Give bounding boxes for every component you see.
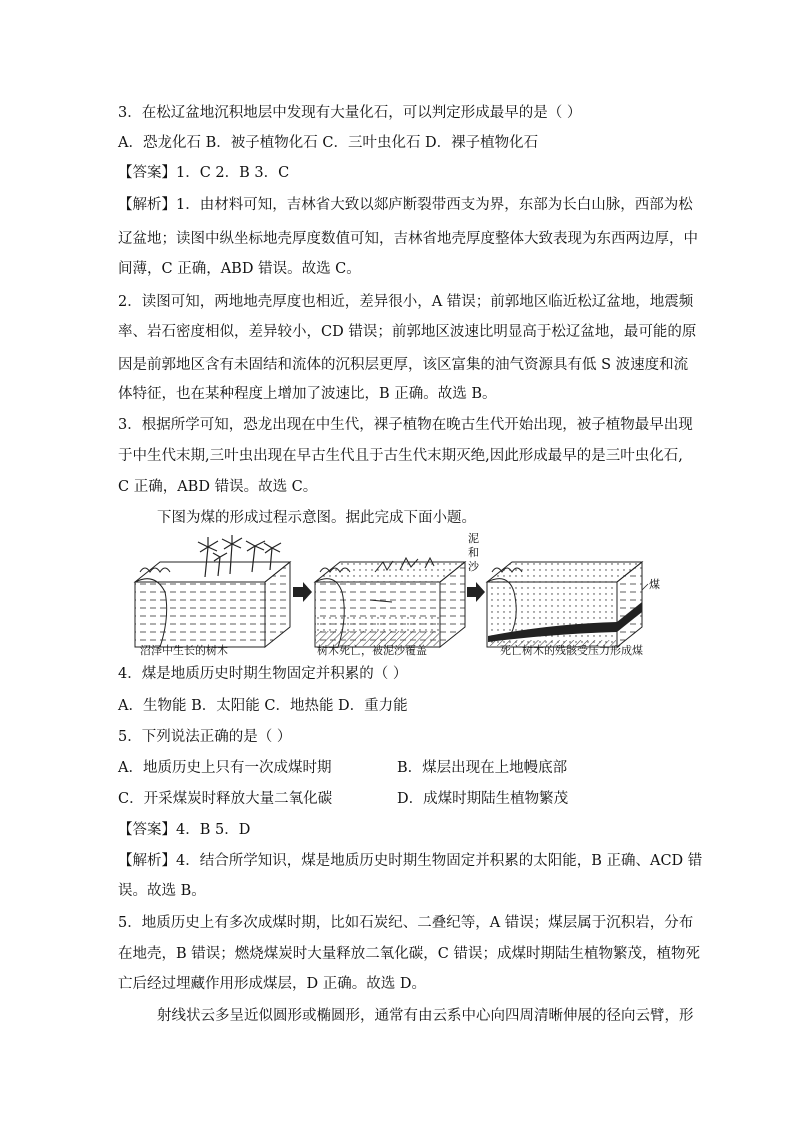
- next-passage-line: 射线状云多呈近似圆形或椭圆形，通常有由云系中心向四周清晰伸展的径向云臂，形: [157, 1008, 694, 1024]
- coal-label: 煤: [649, 578, 660, 591]
- analysis-line: 在地壳，B 错误；燃烧煤炭时大量释放二氧化碳，C 错误；成煤时期陆生植物繁茂，植物死: [118, 946, 700, 962]
- question-3-stem: 3．在松辽盆地沉积地层中发现有大量化石，可以判定形成最早的是（ ）: [118, 105, 582, 121]
- mud-sand-label-3: 沙: [468, 560, 479, 573]
- question-3-options: A．恐龙化石 B．被子植物化石 C．三叶虫化石 D．裸子植物化石: [118, 135, 539, 151]
- arrow-1-icon: [293, 582, 312, 602]
- analysis-line: 于中生代末期,三叶虫出现在早古生代且于古生代末期灭绝,因此形成最早的是三叶虫化石,: [118, 448, 683, 464]
- mud-sand-label-1: 泥: [468, 532, 479, 545]
- caption-3: 死亡树木的残骸受压力形成煤: [500, 644, 643, 657]
- question-5-option-b: B．煤层出现在上地幔底部: [397, 760, 568, 776]
- answer-block-1: 【答案】1．C 2．B 3．C: [118, 165, 290, 181]
- arrow-2-icon: [467, 582, 485, 602]
- caption-2: 树木死亡，被泥沙覆盖: [317, 644, 427, 657]
- analysis-line: 率、岩石密度相似，差异较小，CD 错误；前郭地区波速比明显高于松辽盆地，最可能的原: [118, 324, 697, 340]
- analysis-line: 误。故选 B。: [118, 883, 206, 899]
- question-5-stem: 5．下列说法正确的是（ ）: [118, 729, 292, 745]
- analysis-line: 【解析】4．结合所学知识，煤是地质历史时期生物固定并积累的太阳能，B 正确、ACD 错: [118, 853, 703, 869]
- block-coal-formed: [487, 562, 648, 647]
- analysis-line: 体特征，也在某种程度上增加了波速比，B 正确。故选 B。: [118, 386, 497, 402]
- analysis-line: 5．地质历史上有多次成煤时期，比如石炭纪、二叠纪等，A 错误；煤层属于沉积岩，分布: [118, 915, 694, 931]
- analysis-line: C 正确，ABD 错误。故选 C。: [118, 479, 318, 495]
- question-4-options: A．生物能 B．太阳能 C．地热能 D．重力能: [118, 698, 408, 714]
- analysis-line: 间薄，C 正确，ABD 错误。故选 C。: [118, 261, 361, 277]
- block-covered-by-sediment: [315, 558, 465, 647]
- mud-sand-label-2: 和: [468, 546, 479, 559]
- analysis-line: 亡后经过埋藏作用形成煤层，D 正确。故选 D。: [118, 976, 426, 992]
- analysis-line: 3．根据所学可知，恐龙出现在中生代，裸子植物在晚古生代开始出现，被子植物最早出现: [118, 417, 693, 433]
- analysis-line: 2．读图可知，两地地壳厚度也相近，差异很小，A 错误；前郭地区临近松辽盆地，地震频: [118, 294, 694, 310]
- analysis-line: 辽盆地；读图中纵坐标地壳厚度数值可知，吉林省地壳厚度整体大致表现为东西两边厚，中: [118, 231, 698, 247]
- analysis-line: 因是前郭地区含有未固结和流体的沉积层更厚，该区富集的油气资源具有低 S 波速度和流: [118, 357, 689, 373]
- analysis-line: 【解析】1．由材料可知，吉林省大致以郯庐断裂带西支为界，东部为长白山脉，西部为松: [118, 197, 693, 213]
- figure-intro: 下图为煤的形成过程示意图。据此完成下面小题。: [157, 510, 476, 526]
- question-4-stem: 4．煤是地质历史时期生物固定并积累的（ ）: [118, 666, 408, 682]
- coal-formation-figure: [130, 532, 670, 662]
- block-swamp-trees: [135, 535, 290, 647]
- question-5-option-d: D．成煤时期陆生植物繁茂: [397, 791, 569, 807]
- question-5-option-a: A．地质历史上只有一次成煤时期: [118, 760, 332, 776]
- caption-1: 沼泽中生长的树木: [140, 644, 228, 657]
- question-5-option-c: C．开采煤炭时释放大量二氧化碳: [118, 791, 333, 807]
- answer-block-2: 【答案】4．B 5．D: [118, 822, 251, 838]
